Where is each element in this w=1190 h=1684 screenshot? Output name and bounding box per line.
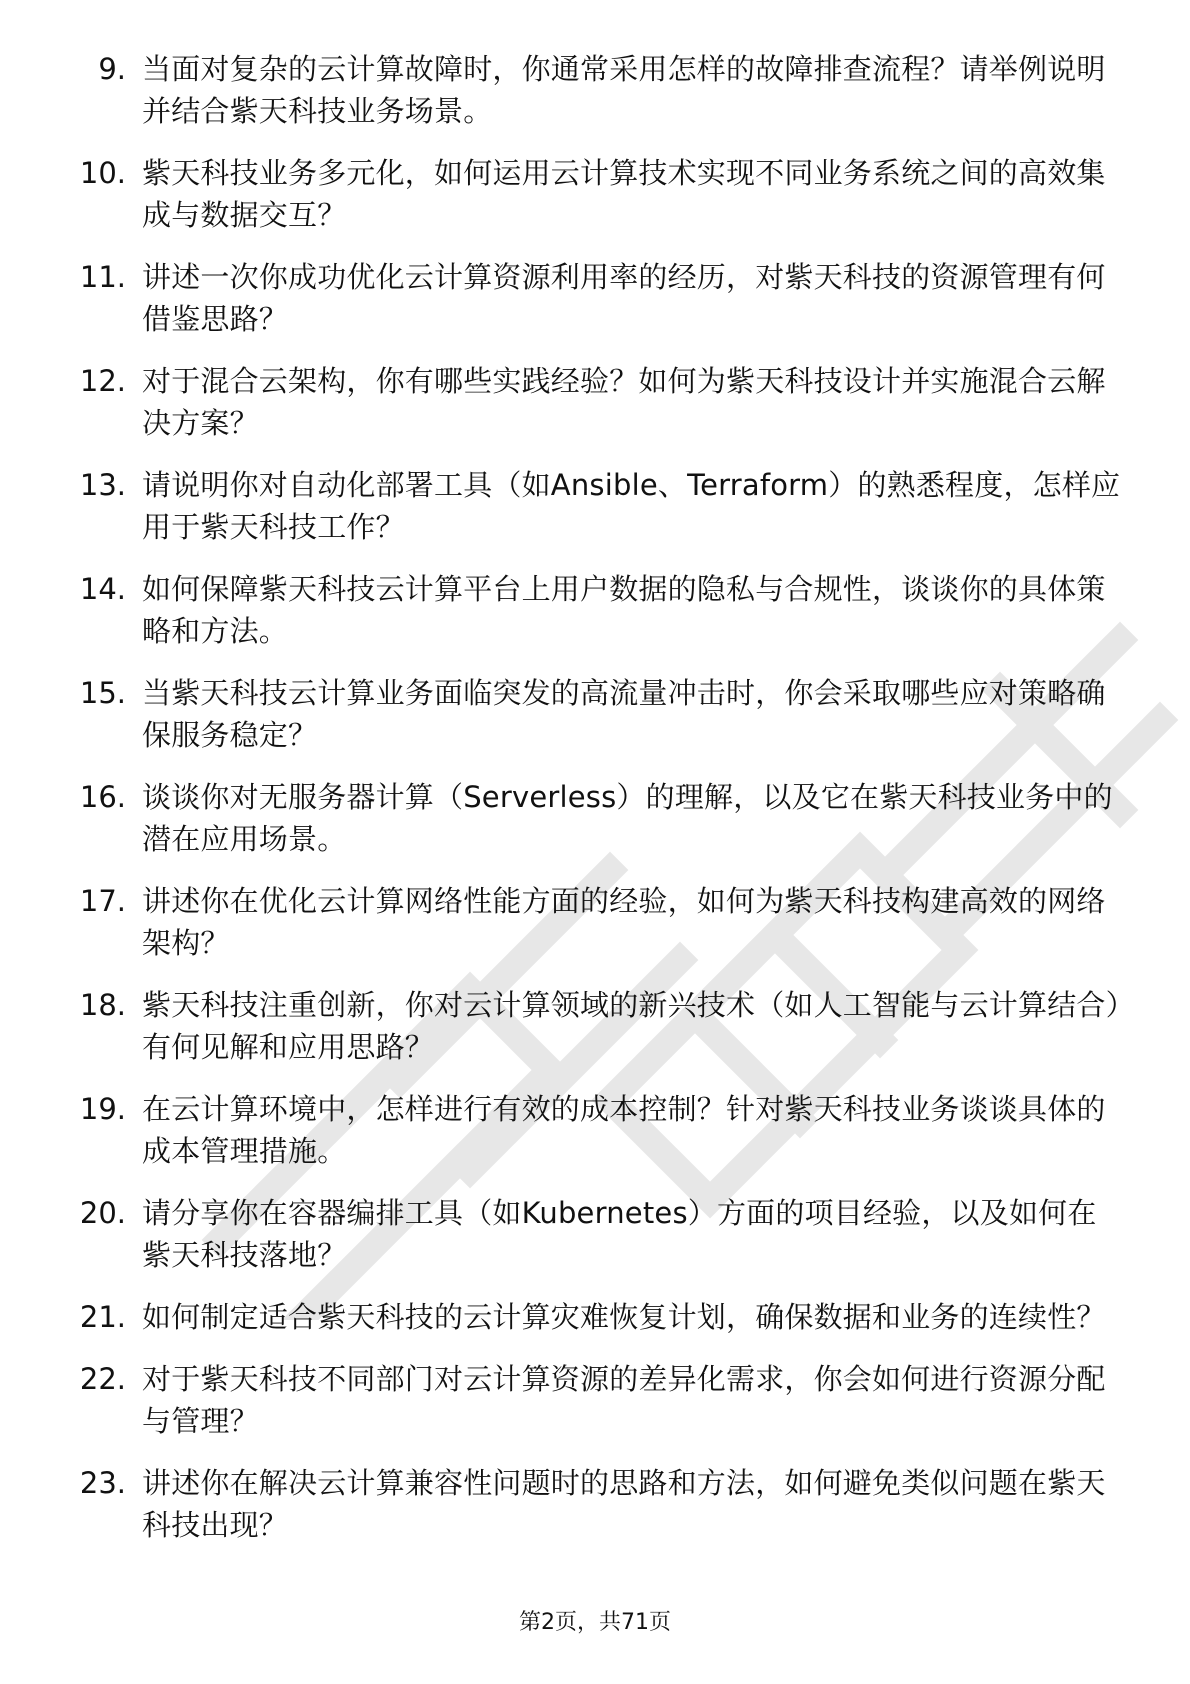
question-number: 17. bbox=[79, 884, 126, 918]
question-number: 10. bbox=[79, 156, 126, 190]
question-text: 如何制定适合紫天科技的云计算灾难恢复计划，确保数据和业务的连续性？ bbox=[142, 1300, 1106, 1334]
question-number: 18. bbox=[79, 988, 126, 1022]
question-item-13 bbox=[56, 464, 1146, 548]
page-number-footer: 第2页，共71页 bbox=[519, 1610, 671, 1635]
question-item-9 bbox=[56, 48, 1146, 132]
question-number: 21. bbox=[79, 1300, 126, 1334]
question-item-21 bbox=[56, 1296, 1146, 1338]
question-number: 23. bbox=[79, 1466, 126, 1500]
question-item-22 bbox=[56, 1358, 1146, 1442]
question-text: 如何保障紫天科技云计算平台上用户数据的隐私与合规性，谈谈你的具体策略和方法。 bbox=[142, 572, 1106, 648]
question-item-17 bbox=[56, 880, 1146, 964]
question-item-19 bbox=[56, 1088, 1146, 1172]
question-number: 13. bbox=[79, 468, 126, 502]
question-number: 14. bbox=[79, 572, 126, 606]
question-text: 讲述你在解决云计算兼容性问题时的思路和方法，如何避免类似问题在紫天科技出现？ bbox=[142, 1466, 1106, 1542]
question-item-10 bbox=[56, 152, 1146, 236]
question-item-16 bbox=[56, 776, 1146, 860]
question-text: 讲述一次你成功优化云计算资源利用率的经历，对紫天科技的资源管理有何借鉴思路？ bbox=[142, 260, 1106, 336]
question-text: 对于混合云架构，你有哪些实践经验？如何为紫天科技设计并实施混合云解决方案？ bbox=[142, 364, 1106, 440]
question-item-18 bbox=[56, 984, 1146, 1068]
question-item-23 bbox=[56, 1462, 1146, 1546]
question-number: 22. bbox=[79, 1362, 126, 1396]
question-item-14 bbox=[56, 568, 1146, 652]
question-item-15 bbox=[56, 672, 1146, 756]
question-number: 19. bbox=[79, 1092, 126, 1126]
question-text: 当面对复杂的云计算故障时，你通常采用怎样的故障排查流程？请举例说明并结合紫天科技业务场景。 bbox=[142, 52, 1106, 128]
question-text: 紫天科技注重创新，你对云计算领域的新兴技术（如人工智能与云计算结合）有何见解和应用思路？ bbox=[142, 988, 1121, 1064]
question-text: 请说明你对自动化部署工具（如Ansible、Terraform）的熟悉程度，怎样应用于紫天科技工作？ bbox=[142, 468, 1121, 544]
question-item-11 bbox=[56, 256, 1146, 340]
question-list bbox=[56, 48, 1146, 1566]
question-number: 12. bbox=[79, 364, 126, 398]
question-number: 16. bbox=[79, 780, 126, 814]
question-item-20 bbox=[56, 1192, 1146, 1276]
question-item-12 bbox=[56, 360, 1146, 444]
question-text: 讲述你在优化云计算网络性能方面的经验，如何为紫天科技构建高效的网络架构？ bbox=[142, 884, 1106, 960]
question-text: 在云计算环境中，怎样进行有效的成本控制？针对紫天科技业务谈谈具体的成本管理措施。 bbox=[142, 1092, 1106, 1168]
question-number: 9. bbox=[98, 52, 126, 86]
question-text: 当紫天科技云计算业务面临突发的高流量冲击时，你会采取哪些应对策略确保服务稳定？ bbox=[142, 676, 1106, 752]
question-text: 请分享你在容器编排工具（如Kubernetes）方面的项目经验，以及如何在紫天科技落地？ bbox=[142, 1196, 1097, 1272]
question-number: 20. bbox=[79, 1196, 126, 1230]
question-number: 15. bbox=[79, 676, 126, 710]
question-text: 紫天科技业务多元化，如何运用云计算技术实现不同业务系统之间的高效集成与数据交互？ bbox=[142, 156, 1106, 232]
question-text: 对于紫天科技不同部门对云计算资源的差异化需求，你会如何进行资源分配与管理？ bbox=[142, 1362, 1106, 1438]
question-number: 11. bbox=[79, 260, 126, 294]
question-text: 谈谈你对无服务器计算（Serverless）的理解，以及它在紫天科技业务中的潜在应用场景。 bbox=[142, 780, 1113, 856]
